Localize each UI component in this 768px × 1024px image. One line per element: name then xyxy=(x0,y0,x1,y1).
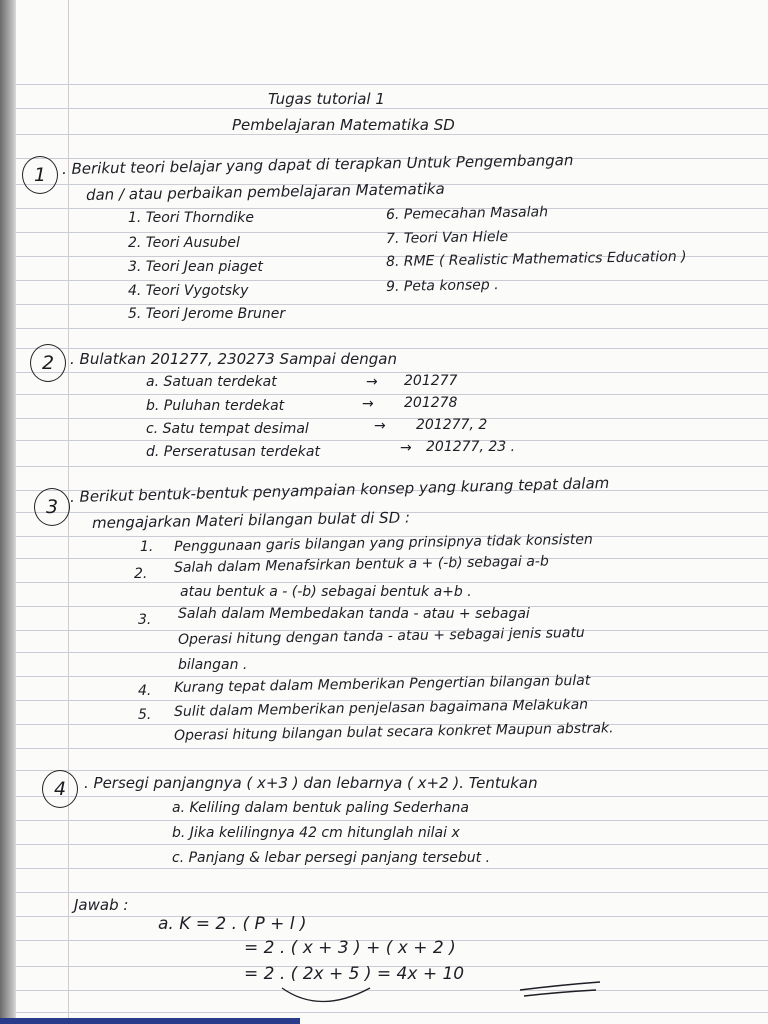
header-title: Tugas tutorial 1 xyxy=(268,90,385,108)
answer-line-2: = 2 . ( x + 3 ) + ( x + 2 ) xyxy=(244,938,456,958)
q3-list-num: 1. xyxy=(140,539,154,555)
q1-theory-4: 4. Teori Vygotsky xyxy=(128,283,249,299)
q2-item-c: c. Satu tempat desimal xyxy=(146,421,309,437)
q1-theory-5: 5. Teori Jerome Bruner xyxy=(128,306,286,322)
q2-answer-d: 201277, 23 . xyxy=(426,439,516,455)
question-number-3: 3 xyxy=(34,488,70,526)
q1-theory-3: 3. Teori Jean piaget xyxy=(128,259,263,275)
q3-list-num: 5. xyxy=(138,707,152,723)
q1-theory-6: 6. Pemecahan Masalah xyxy=(385,204,549,223)
answer-line-3: = 2 . ( 2x + 5 ) = 4x + 10 xyxy=(244,964,465,984)
q2-answer-b: 201278 xyxy=(404,395,458,411)
question-number-4: 4 xyxy=(42,770,78,808)
q2-item-a: a. Satuan terdekat xyxy=(146,374,277,390)
header-subtitle: Pembelajaran Matematika SD xyxy=(232,116,455,134)
q1-theory-7: 7. Teori Van Hiele xyxy=(385,228,509,247)
q3-list-text: bilangan . xyxy=(178,657,248,673)
q1-line-2: dan / atau perbaikan pembelajaran Matematika xyxy=(85,179,445,204)
q2-answer-a: 201277 xyxy=(404,373,458,389)
q3-line-2: mengajarkan Materi bilangan bulat di SD : xyxy=(91,508,411,532)
q3-list-num: 2. xyxy=(134,566,148,582)
q1-theory-8: 8. RME ( Realistic Mathematics Education ) xyxy=(385,248,687,270)
q2-item-d: d. Perseratusan terdekat xyxy=(146,444,320,460)
q2-answer-c: 201277, 2 xyxy=(416,417,488,433)
q2-item-b: b. Puluhan terdekat xyxy=(146,398,285,414)
q4-item-a: a. Keliling dalam bentuk paling Sederhana xyxy=(172,800,469,816)
q3-list-text: Kurang tepat dalam Memberikan Pengertian bilangan bulat xyxy=(173,672,591,696)
q1-theory-2: 2. Teori Ausubel xyxy=(128,235,240,251)
q3-list-text: Operasi hitung dengan tanda - atau + sebagai jenis suatu xyxy=(177,624,585,648)
question-number-2: 2 xyxy=(30,344,66,382)
q3-line-1: . Berikut bentuk-bentuk penyampaian konsep yang kurang tepat dalam xyxy=(69,473,610,506)
q3-list-num: 3. xyxy=(138,612,152,628)
arrow-icon: → xyxy=(400,440,412,456)
q1-line-1: . Berikut teori belajar yang dapat di terapkan Untuk Pengembangan xyxy=(61,151,574,178)
q1-theory-9: 9. Peta konsep . xyxy=(385,277,499,295)
q3-list-text: Penggunaan garis bilangan yang prinsipnya tidak konsisten xyxy=(173,531,593,555)
q3-list-text: Salah dalam Menafsirkan bentuk a + (-b) sebagai a-b xyxy=(173,553,549,576)
q3-list-num: 4. xyxy=(138,683,152,699)
answer-line-1: a. K = 2 . ( P + l ) xyxy=(158,914,307,934)
q4-item-b: b. Jika kelilingnya 42 cm hitunglah nilai x xyxy=(172,825,460,841)
q1-theory-1: 1. Teori Thorndike xyxy=(128,210,255,226)
arrow-icon: → xyxy=(374,418,386,434)
q3-list-text: Operasi hitung bilangan bulat secara konkret Maupun abstrak. xyxy=(173,720,614,744)
question-number-1: 1 xyxy=(22,156,58,194)
q2-line-1: . Bulatkan 201277, 230273 Sampai dengan xyxy=(70,350,398,368)
q4-item-c: c. Panjang & lebar persegi panjang tersebut . xyxy=(172,850,491,866)
q3-list-text: Salah dalam Membedakan tanda - atau + sebagai xyxy=(178,606,530,622)
bottom-edge xyxy=(0,1018,300,1024)
answer-heading: Jawab : xyxy=(74,896,129,914)
arrow-icon: → xyxy=(366,374,378,390)
q3-list-text: Sulit dalam Memberikan penjelasan bagaimana Melakukan xyxy=(173,696,589,720)
q4-line-1: . Persegi panjangnya ( x+3 ) dan lebarnya ( x+2 ). Tentukan xyxy=(84,774,538,792)
q3-list-text: atau bentuk a - (-b) sebagai bentuk a+b . xyxy=(180,584,472,600)
arrow-icon: → xyxy=(362,396,374,412)
